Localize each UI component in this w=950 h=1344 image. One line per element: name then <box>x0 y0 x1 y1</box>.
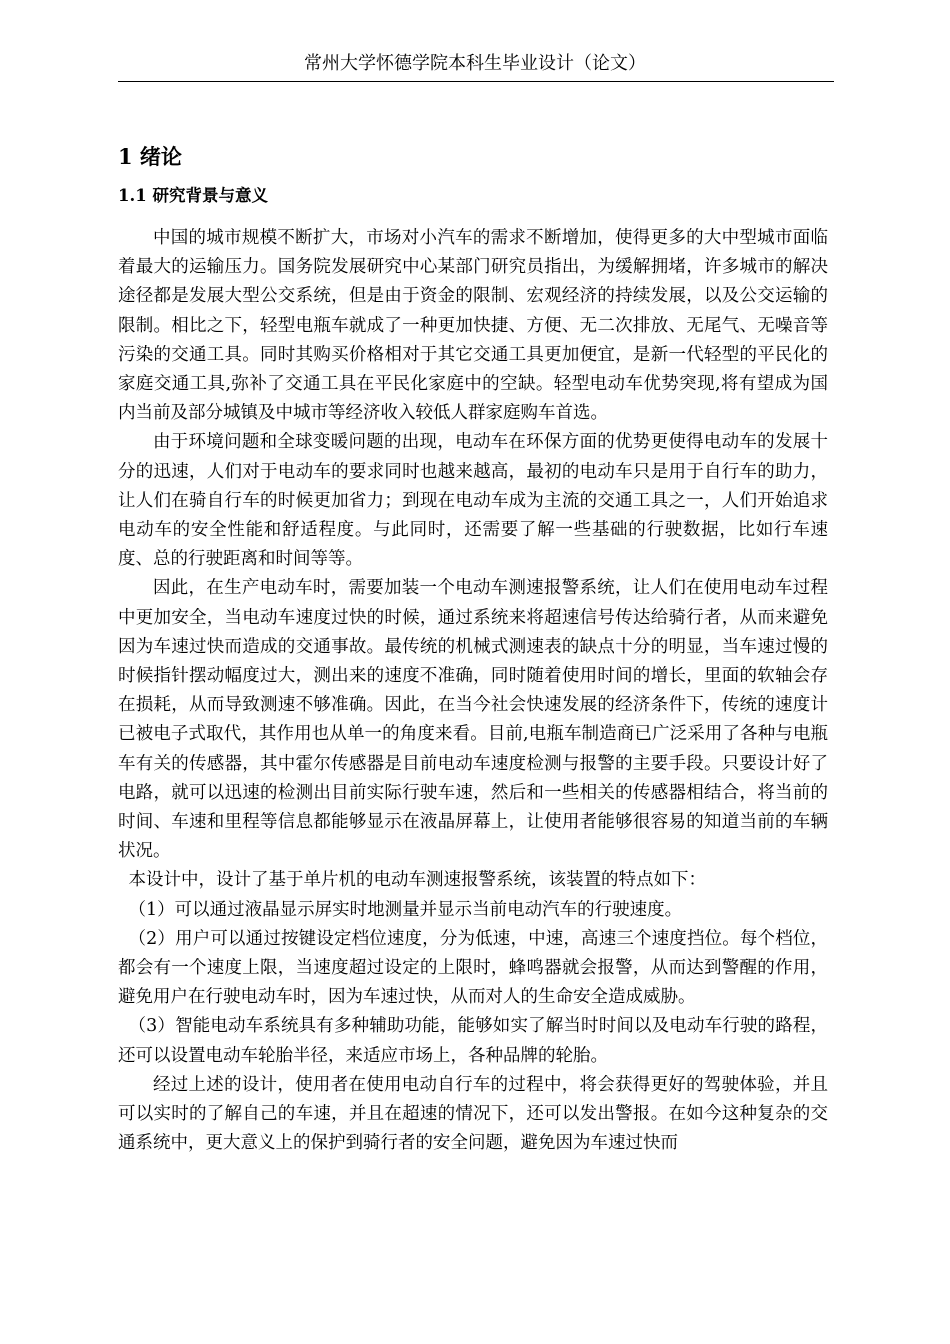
section-heading: 1.1 研究背景与意义 <box>118 186 268 205</box>
chapter-heading: 1 绪论 <box>118 144 182 169</box>
paragraph-environment: 由于环境问题和全球变暖问题的出现，电动车在环保方面的优势更使得电动车的发展十分的迅速，人们对于电动车的要求同时也越来越高，最初的电动车只是用于自行车的助力，让人们在骑自行车的时候更加省力；到现在电动车成为主流的交通工具之一，人们开始追求电动车的安全性能和舒适程度。与此同时，还需要了解一些基础的行驶数据，比如行车速度、总的行驶距离和时间等等。 <box>118 432 828 570</box>
paragraph-motivation: 因此，在生产电动车时，需要加装一个电动车测速报警系统，让人们在使用电动车过程中更加安全，当电动车速度过快的时候，通过系统来将超速信号传达给骑行者，从而来避免因为车速过快而造成的交通事故。最传统的机械式测速表的缺点十分的明显，当车速过慢的时候指针摆动幅度过大，测出来的速度不准确，同时随着使用时间的增长，里面的软轴会存在损耗，从而导致测速不够准确。因此，在当今社会快速发展的经济条件下，传统的速度计已被电子式取代，其作用也从单一的角度来看。目前,电瓶车制造商已广泛采用了各种与电瓶车有关的传感器，其中霍尔传感器是目前电动车速度检测与报警的主要手段。只要设计好了电路，就可以迅速的检测出目前实际行驶车速，然后和一些相关的传感器相结合，将当前的时间、车速和里程等信息都能够显示在液晶屏幕上，让使用者能够很容易的知道当前的车辆状况。 <box>118 578 828 862</box>
paragraph-design-intro: 本设计中，设计了基于单片机的电动车测速报警系统，该装置的特点如下： <box>128 870 706 891</box>
feature-item-3: （3）智能电动车系统具有多种辅助功能，能够如实了解当时时间以及电动车行驶的路程，还可以设置电动车轮胎半径，来适应市场上，各种品牌的轮胎。 <box>118 1016 828 1066</box>
paragraph-conclusion: 经过上述的设计，使用者在使用电动自行车的过程中，将会获得更好的驾驶体验，并且可以实时的了解自己的车速，并且在超速的情况下，还可以发出警报。在如今这种复杂的交通系统中，更大意义上的保护到骑行者的安全问题，避免因为车速过快而 <box>118 1074 828 1154</box>
body-text <box>118 224 828 1159</box>
feature-item-1: （1）可以通过液晶显示屏实时地测量并显示当前电动汽车的行驶速度。 <box>128 899 683 920</box>
running-header: 常州大学怀德学院本科生毕业设计（论文） <box>304 53 646 74</box>
header-divider <box>118 81 834 82</box>
paragraph-background: 中国的城市规模不断扩大，市场对小汽车的需求不断增加，使得更多的大中型城市面临着最大的运输压力。国务院发展研究中心某部门研究员指出，为缓解拥堵，许多城市的解决途径都是发展大型公交系统，但是由于资金的限制、宏观经济的持续发展，以及公交运输的限制。相比之下，轻型电瓶车就成了一种更加快捷、方便、无二次排放、无尾气、无噪音等污染的交通工具。同时其购买价格相对于其它交通工具更加便宜，是新一代轻型的平民化的家庭交通工具,弥补了交通工具在平民化家庭中的空缺。轻型电动车优势突现,将有望成为国内当前及部分城镇及中城市等经济收入较低人群家庭购车首选。 <box>118 228 828 424</box>
feature-item-2: （2）用户可以通过按键设定档位速度，分为低速，中速，高速三个速度挡位。每个档位，都会有一个速度上限，当速度超过设定的上限时，蜂鸣器就会报警，从而达到警醒的作用，避免用户在行驶电动车时，因为车速过快，从而对人的生命安全造成威胁。 <box>118 928 828 1008</box>
